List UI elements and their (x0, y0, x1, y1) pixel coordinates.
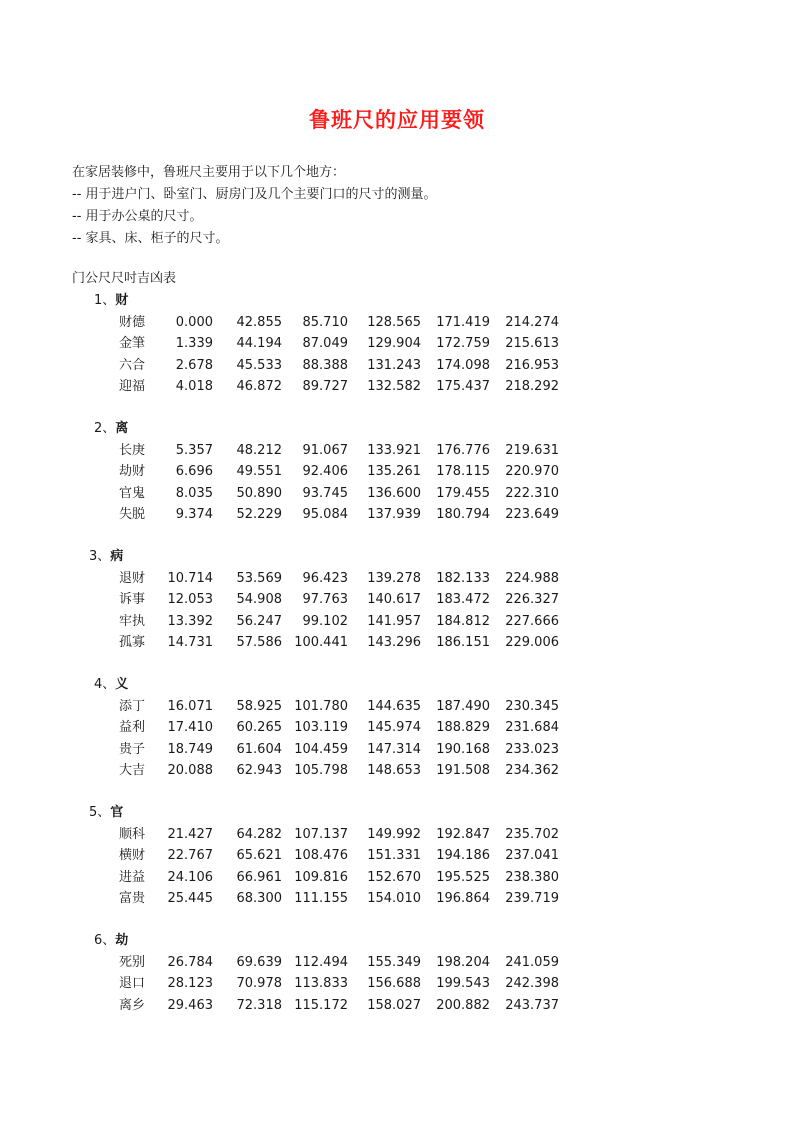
section-number: 3、 (89, 549, 111, 564)
table-row (0, 440, 794, 461)
row-label: 退财 (119, 571, 146, 586)
value-cell: 10.714 (167, 571, 213, 586)
value-cell: 72.318 (236, 997, 282, 1013)
value-cell: 45.533 (236, 357, 282, 373)
value-cell: 180.794 (436, 506, 490, 522)
table-row (0, 995, 794, 1016)
value-cell: 241.059 (505, 955, 559, 970)
table-row (0, 461, 794, 482)
value-cell: 239.719 (505, 890, 559, 906)
value-cell: 108.476 (294, 848, 348, 864)
value-cell: 100.441 (294, 634, 348, 650)
row-label: 失脱 (119, 506, 146, 522)
value-cell: 53.569 (236, 571, 282, 586)
table-title: 门公尺尺吋吉凶表 (72, 271, 177, 286)
value-cell: 222.310 (505, 485, 559, 501)
value-cell: 52.229 (236, 506, 282, 522)
value-cell: 145.974 (367, 720, 421, 736)
table-row (0, 632, 794, 653)
value-cell: 0.000 (175, 315, 213, 330)
value-cell: 64.282 (236, 827, 282, 842)
value-cell: 139.278 (367, 571, 421, 586)
value-cell: 26.784 (167, 955, 213, 970)
value-cell: 174.098 (436, 357, 490, 373)
value-cell: 129.904 (367, 336, 421, 352)
value-cell: 101.780 (294, 699, 348, 714)
table-row (0, 717, 794, 738)
table-row (0, 739, 794, 760)
value-cell: 99.102 (302, 613, 348, 629)
value-cell: 56.247 (236, 613, 282, 629)
value-cell: 9.374 (175, 506, 213, 522)
value-cell: 95.084 (302, 506, 348, 522)
value-cell: 96.423 (302, 571, 348, 586)
row-label: 添丁 (119, 699, 146, 714)
value-cell: 69.639 (236, 955, 282, 970)
value-cell: 1.339 (175, 336, 213, 352)
value-cell: 25.445 (167, 890, 213, 906)
value-cell: 218.292 (505, 378, 559, 394)
row-label: 贵子 (119, 741, 146, 757)
value-cell: 54.908 (236, 592, 282, 608)
row-label: 劫财 (119, 464, 146, 480)
value-cell: 183.472 (436, 592, 490, 608)
value-cell: 128.565 (367, 315, 421, 330)
section-number: 5、 (89, 805, 111, 820)
value-cell: 219.631 (505, 443, 559, 458)
value-cell: 58.925 (236, 699, 282, 714)
value-cell: 14.731 (167, 634, 213, 650)
value-cell: 192.847 (436, 827, 490, 842)
value-cell: 6.696 (175, 464, 213, 480)
value-cell: 144.635 (367, 699, 421, 714)
value-cell: 229.006 (505, 634, 559, 650)
row-label: 退口 (119, 976, 146, 992)
value-cell: 8.035 (175, 485, 213, 501)
value-cell: 154.010 (367, 890, 421, 906)
value-cell: 18.749 (167, 741, 213, 757)
value-cell: 68.300 (236, 890, 282, 906)
value-cell: 24.106 (167, 869, 213, 885)
value-cell: 233.023 (505, 741, 559, 757)
value-cell: 29.463 (167, 997, 213, 1013)
value-cell: 137.939 (367, 506, 421, 522)
value-cell: 196.864 (436, 890, 490, 906)
table-row (0, 888, 794, 909)
value-cell: 242.398 (505, 976, 559, 992)
value-cell: 190.168 (436, 741, 490, 757)
intro-block (72, 162, 437, 250)
value-cell: 5.357 (175, 443, 213, 458)
value-cell: 66.961 (236, 869, 282, 885)
value-cell: 179.455 (436, 485, 490, 501)
value-cell: 132.582 (367, 378, 421, 394)
value-cell: 186.151 (436, 634, 490, 650)
value-cell: 152.670 (367, 869, 421, 885)
value-cell: 48.212 (236, 443, 282, 458)
row-label: 益利 (119, 720, 146, 736)
section-heading (94, 930, 128, 952)
value-cell: 237.041 (505, 848, 559, 864)
value-cell: 140.617 (367, 592, 421, 608)
value-cell: 243.737 (505, 997, 559, 1013)
section-number: 1、 (94, 293, 116, 308)
value-cell: 88.388 (302, 357, 348, 373)
section-heading (89, 802, 123, 824)
value-cell: 107.137 (294, 827, 348, 842)
table-row (0, 760, 794, 781)
table-row (0, 867, 794, 888)
row-label: 富贵 (119, 890, 146, 906)
value-cell: 155.349 (367, 955, 421, 970)
table-row (0, 824, 794, 845)
value-cell: 62.943 (236, 762, 282, 778)
section-name: 病 (110, 549, 124, 564)
section-name: 官 (110, 805, 124, 820)
table-row (0, 973, 794, 994)
section-heading (94, 674, 128, 696)
table-row (0, 333, 794, 354)
value-cell: 22.767 (167, 848, 213, 864)
row-label: 长庚 (119, 443, 146, 458)
value-cell: 148.653 (367, 762, 421, 778)
value-cell: 230.345 (505, 699, 559, 714)
value-cell: 224.988 (505, 571, 559, 586)
section-number: 2、 (94, 421, 116, 436)
value-cell: 89.727 (302, 378, 348, 394)
intro-line: 在家居装修中，鲁班尺主要用于以下几个地方： (72, 165, 346, 180)
value-cell: 109.816 (294, 869, 348, 885)
value-cell: 136.600 (367, 485, 421, 501)
section-name: 离 (115, 421, 129, 436)
intro-line: -- 用于办公桌的尺寸。 (72, 209, 203, 224)
value-cell: 158.027 (367, 997, 421, 1013)
row-label: 六合 (119, 357, 146, 373)
row-label: 横财 (119, 848, 146, 864)
value-cell: 172.759 (436, 336, 490, 352)
row-label: 诉事 (119, 592, 146, 608)
value-cell: 199.543 (436, 976, 490, 992)
intro-line: -- 家具、床、柜子的尺寸。 (72, 231, 229, 246)
value-cell: 223.649 (505, 506, 559, 522)
value-cell: 176.776 (436, 443, 490, 458)
row-label: 迎福 (119, 378, 146, 394)
value-cell: 85.710 (302, 315, 348, 330)
value-cell: 44.194 (236, 336, 282, 352)
value-cell: 103.119 (294, 720, 348, 736)
row-label: 顺科 (119, 827, 146, 842)
value-cell: 60.265 (236, 720, 282, 736)
value-cell: 104.459 (294, 741, 348, 757)
value-cell: 65.621 (236, 848, 282, 864)
row-label: 金筆 (119, 336, 146, 352)
value-cell: 149.992 (367, 827, 421, 842)
table-row (0, 611, 794, 632)
value-cell: 57.586 (236, 634, 282, 650)
value-cell: 2.678 (175, 357, 213, 373)
value-cell: 92.406 (302, 464, 348, 480)
row-label: 牢执 (119, 613, 146, 629)
table-row (0, 355, 794, 376)
value-cell: 171.419 (436, 315, 490, 330)
row-label: 官鬼 (119, 485, 146, 501)
row-label: 死别 (119, 955, 146, 970)
value-cell: 12.053 (167, 592, 213, 608)
section-number: 6、 (94, 933, 116, 948)
value-cell: 220.970 (505, 464, 559, 480)
value-cell: 61.604 (236, 741, 282, 757)
page-title: 鲁班尺的应用要领 (309, 108, 485, 132)
value-cell: 17.410 (167, 720, 213, 736)
value-cell: 226.327 (505, 592, 559, 608)
value-cell: 141.957 (367, 613, 421, 629)
value-cell: 42.855 (236, 315, 282, 330)
value-cell: 20.088 (167, 762, 213, 778)
section-name: 义 (115, 677, 129, 692)
value-cell: 70.978 (236, 976, 282, 992)
value-cell: 13.392 (167, 613, 213, 629)
value-cell: 97.763 (302, 592, 348, 608)
value-cell: 143.296 (367, 634, 421, 650)
section-name: 劫 (115, 933, 129, 948)
table-row (0, 952, 794, 973)
value-cell: 21.427 (167, 827, 213, 842)
value-cell: 151.331 (367, 848, 421, 864)
value-cell: 156.688 (367, 976, 421, 992)
value-cell: 133.921 (367, 443, 421, 458)
table-row (0, 568, 794, 589)
value-cell: 112.494 (294, 955, 348, 970)
value-cell: 131.243 (367, 357, 421, 373)
value-cell: 227.666 (505, 613, 559, 629)
value-cell: 234.362 (505, 762, 559, 778)
intro-line: -- 用于进户门、卧室门、厨房门及几个主要门口的尺寸的测量。 (72, 187, 437, 202)
value-cell: 184.812 (436, 613, 490, 629)
value-cell: 50.890 (236, 485, 282, 501)
value-cell: 187.490 (436, 699, 490, 714)
value-cell: 214.274 (505, 315, 559, 330)
value-cell: 216.953 (505, 357, 559, 373)
value-cell: 113.833 (294, 976, 348, 992)
value-cell: 235.702 (505, 827, 559, 842)
table-row (0, 696, 794, 717)
value-cell: 87.049 (302, 336, 348, 352)
value-cell: 4.018 (175, 378, 213, 394)
value-cell: 215.613 (505, 336, 559, 352)
section-number: 4、 (94, 677, 116, 692)
value-cell: 115.172 (294, 997, 348, 1013)
section-heading (94, 418, 128, 440)
value-cell: 191.508 (436, 762, 490, 778)
value-cell: 105.798 (294, 762, 348, 778)
value-cell: 194.186 (436, 848, 490, 864)
value-cell: 182.133 (436, 571, 490, 586)
value-cell: 28.123 (167, 976, 213, 992)
row-label: 孤寡 (119, 634, 146, 650)
value-cell: 135.261 (367, 464, 421, 480)
table-row (0, 845, 794, 866)
section-heading (94, 290, 128, 312)
row-label: 财德 (119, 315, 146, 330)
value-cell: 198.204 (436, 955, 490, 970)
table-row (0, 312, 794, 333)
value-cell: 188.829 (436, 720, 490, 736)
table-row (0, 376, 794, 397)
value-cell: 91.067 (302, 443, 348, 458)
row-label: 大吉 (119, 762, 146, 778)
section-name: 财 (115, 293, 129, 308)
value-cell: 238.380 (505, 869, 559, 885)
table-row (0, 504, 794, 525)
value-cell: 175.437 (436, 378, 490, 394)
section-heading (89, 546, 123, 568)
value-cell: 46.872 (236, 378, 282, 394)
value-cell: 16.071 (167, 699, 213, 714)
value-cell: 200.882 (436, 997, 490, 1013)
value-cell: 195.525 (436, 869, 490, 885)
value-cell: 147.314 (367, 741, 421, 757)
row-label: 进益 (119, 869, 146, 885)
table-row (0, 589, 794, 610)
value-cell: 231.684 (505, 720, 559, 736)
value-cell: 111.155 (294, 890, 348, 906)
value-cell: 178.115 (436, 464, 490, 480)
value-cell: 49.551 (236, 464, 282, 480)
row-label: 离乡 (119, 997, 146, 1013)
table-row (0, 483, 794, 504)
value-cell: 93.745 (302, 485, 348, 501)
